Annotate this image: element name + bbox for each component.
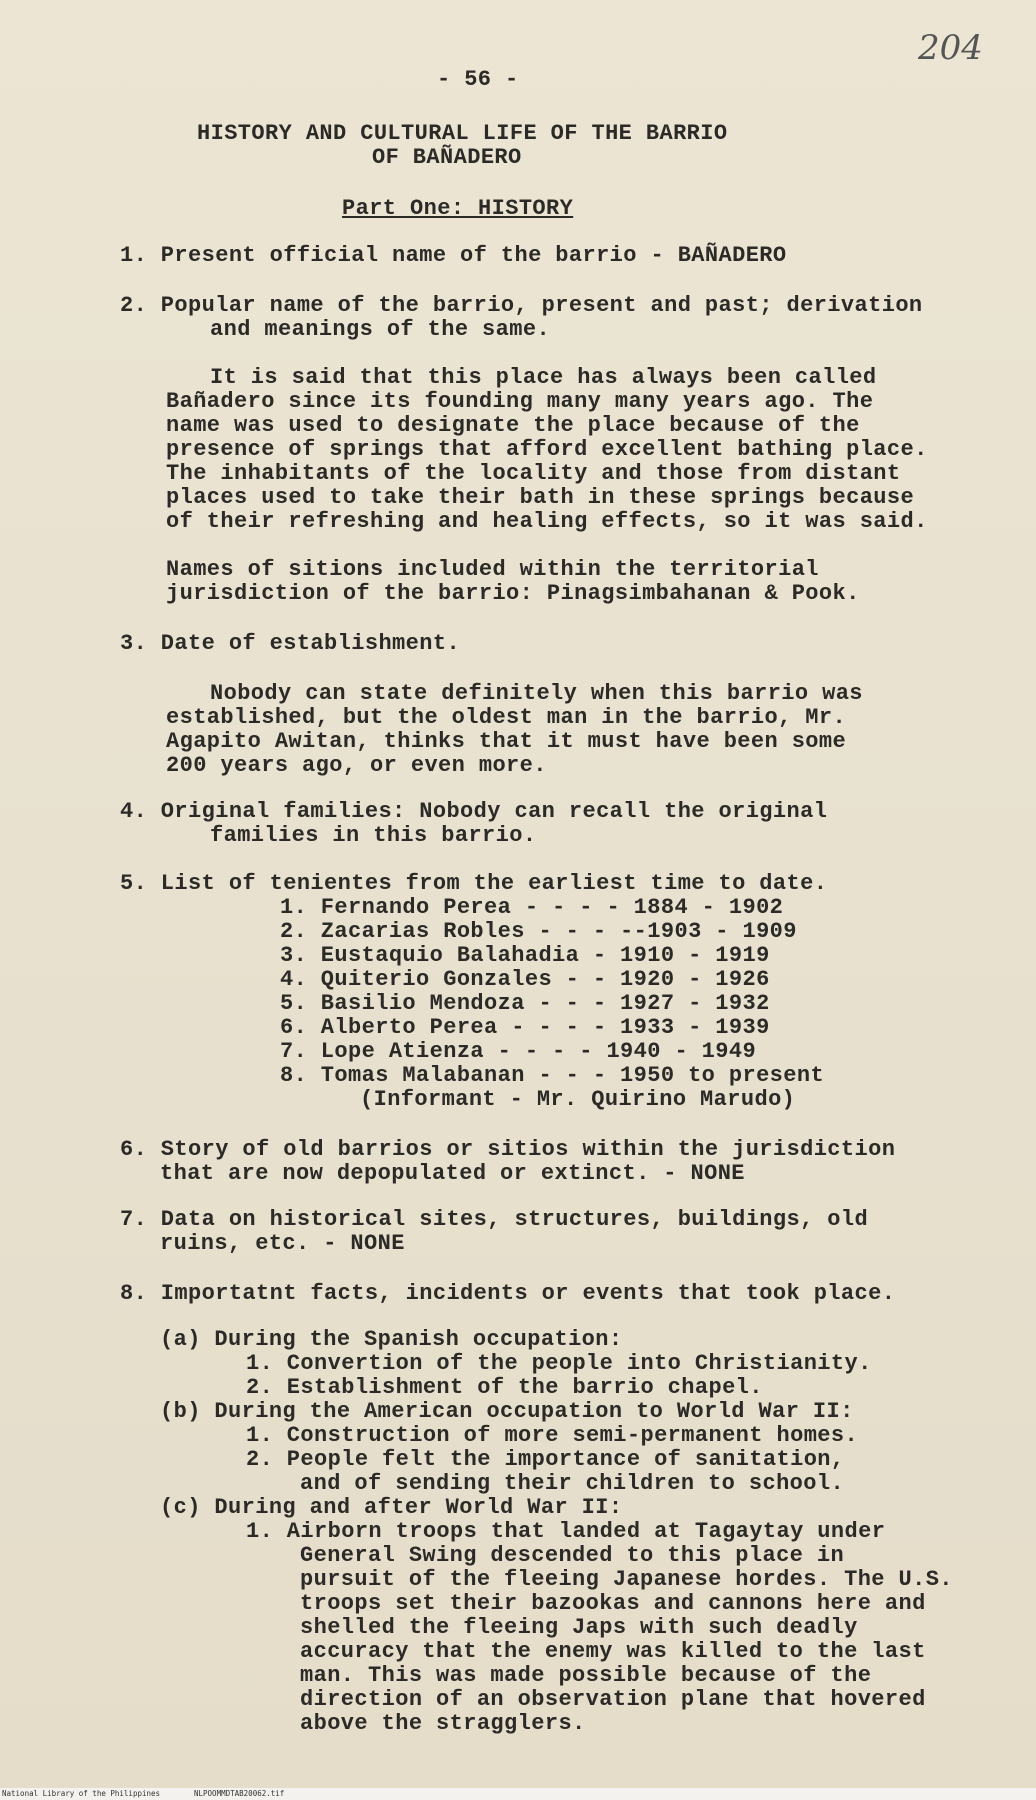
body-line: above the stragglers. [300, 1711, 586, 1736]
body-line: It is said that this place has always been called [210, 365, 877, 390]
body-line: General Swing descended to this place in [300, 1543, 845, 1568]
teniente-row: 8. Tomas Malabanan - - - 1950 to present [280, 1063, 825, 1088]
body-line: 1. Construction of more semi-permanent homes. [246, 1423, 859, 1448]
handwritten-page-number: 204 [918, 28, 983, 68]
body-line: 5. List of tenientes from the earliest time to date. [120, 871, 828, 896]
body-line: 2. Popular name of the barrio, present and past; derivation [120, 293, 923, 318]
body-line: 2. Establishment of the barrio chapel. [246, 1375, 763, 1400]
teniente-row: 5. Basilio Mendoza - - - 1927 - 1932 [280, 991, 770, 1016]
body-line: places used to take their bath in these springs because [166, 485, 915, 510]
body-line: Nobody can state definitely when this barrio was [210, 681, 863, 706]
body-line: accuracy that the enemy was killed to the last [300, 1639, 926, 1664]
body-line: 3. Date of establishment. [120, 631, 461, 656]
body-line: pursuit of the fleeing Japanese hordes. The U.S. [300, 1567, 953, 1592]
body-line: Names of sitions included within the territorial [166, 557, 819, 582]
body-line: name was used to designate the place because of the [166, 413, 860, 438]
body-line: 4. Original families: Nobody can recall the original [120, 799, 828, 824]
body-line: 1. Present official name of the barrio - BAÑADERO [120, 243, 787, 268]
body-line: 2. People felt the importance of sanitation, [246, 1447, 845, 1472]
body-line: man. This was made possible because of the [300, 1663, 872, 1688]
body-line: families in this barrio. [210, 823, 537, 848]
title-line-2: OF BAÑADERO [372, 145, 522, 170]
body-line: (a) During the Spanish occupation: [160, 1327, 623, 1352]
footer-right: NLPOOMMDTAB20062.tif [194, 1789, 285, 1798]
teniente-row: 2. Zacarias Robles - - - --1903 - 1909 [280, 919, 797, 944]
teniente-row: 7. Lope Atienza - - - - 1940 - 1949 [280, 1039, 757, 1064]
footer-left: National Library of the Philippines [2, 1789, 161, 1798]
body-line: 8. Importatnt facts, incidents or events that took place. [120, 1281, 896, 1306]
body-line: Bañadero since its founding many many years ago. The [166, 389, 874, 414]
scan-footer [0, 1788, 1036, 1800]
body-line: (b) During the American occupation to World War II: [160, 1399, 854, 1424]
teniente-row: 1. Fernando Perea - - - - 1884 - 1902 [280, 895, 784, 920]
body-line: presence of springs that afford excellent bathing place. [166, 437, 928, 462]
body-line: and meanings of the same. [210, 317, 551, 342]
body-line: 1. Airborn troops that landed at Tagaytay under [246, 1519, 886, 1544]
body-line: 6. Story of old barrios or sitios within the jurisdiction [120, 1137, 896, 1162]
body-line: Agapito Awitan, thinks that it must have been some [166, 729, 847, 754]
body-line: and of sending their children to school. [300, 1471, 845, 1496]
body-line: shelled the fleeing Japs with such deadly [300, 1615, 858, 1640]
part-heading: Part One: HISTORY [342, 196, 574, 221]
teniente-row: 4. Quiterio Gonzales - - 1920 - 1926 [280, 967, 770, 992]
body-line: that are now depopulated or extinct. - NONE [160, 1161, 745, 1186]
body-line: troops set their bazookas and cannons here and [300, 1591, 926, 1616]
body-line: 200 years ago, or even more. [166, 753, 547, 778]
title-line-1: HISTORY AND CULTURAL LIFE OF THE BARRIO [197, 121, 728, 146]
informant-note: (Informant - Mr. Quirino Marudo) [360, 1087, 796, 1112]
teniente-row: 3. Eustaquio Balahadia - 1910 - 1919 [280, 943, 770, 968]
body-line: ruins, etc. - NONE [160, 1231, 405, 1256]
body-line: 1. Convertion of the people into Christianity. [246, 1351, 872, 1376]
body-line: (c) During and after World War II: [160, 1495, 623, 1520]
teniente-row: 6. Alberto Perea - - - - 1933 - 1939 [280, 1015, 770, 1040]
body-line: The inhabitants of the locality and those from distant [166, 461, 901, 486]
body-line: direction of an observation plane that hovered [300, 1687, 926, 1712]
body-line: of their refreshing and healing effects, so it was said. [166, 509, 928, 534]
body-line: jurisdiction of the barrio: Pinagsimbahanan & Pook. [166, 581, 860, 606]
body-line: established, but the oldest man in the barrio, Mr. [166, 705, 847, 730]
page-number: - 56 - [437, 67, 519, 92]
body-line: 7. Data on historical sites, structures, buildings, old [120, 1207, 869, 1232]
